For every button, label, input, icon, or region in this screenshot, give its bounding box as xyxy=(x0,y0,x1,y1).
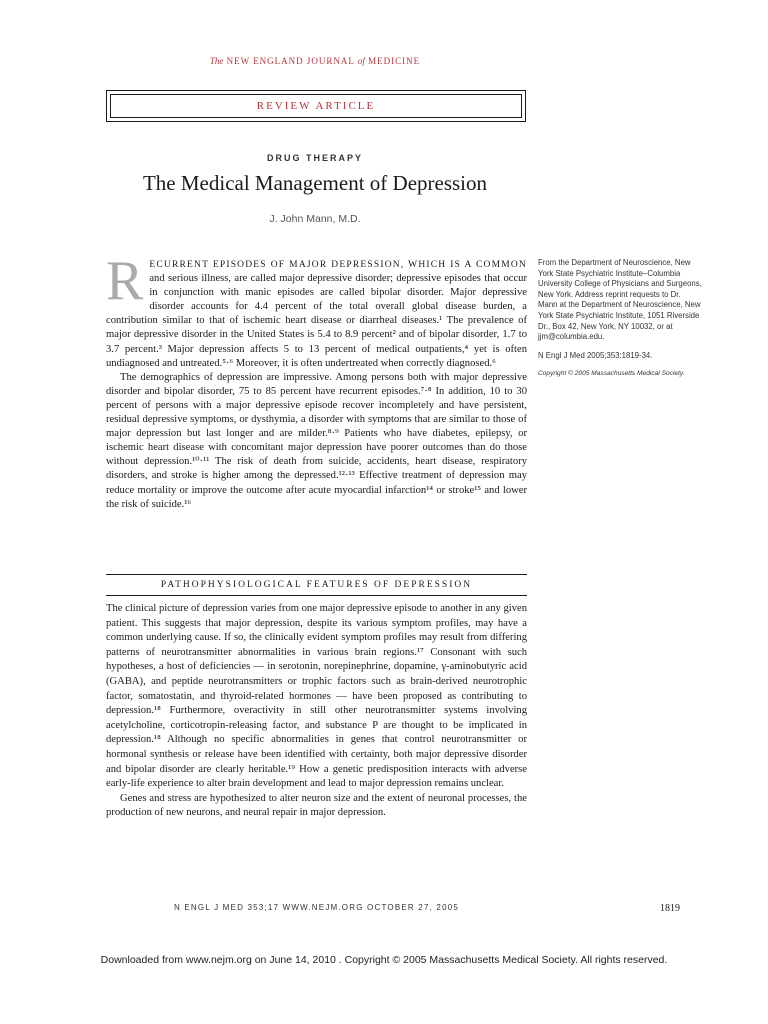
journal-name-2: MEDICINE xyxy=(368,56,421,66)
drop-cap: R xyxy=(106,250,144,312)
paragraph-2: The demographics of depression are impressive. Among persons both with major depressive disorder and bipolar disorder, 75 to 85 percent have recurrent episodes.⁷·⁸ In addition, 10 to 30 percent of persons with a major depressive episode recover incompletely and have persistent, residual depressive symptoms, or dysthymia, a disorder with symptoms that are similar to those of major depression but last longer and are milder.⁸·⁹ Patients who have diabetes, epilepsy, or ischemic heart disease with concomitant major depression have poorer outcomes than do those without depression.¹⁰·¹¹ The risk of death from suicide, accidents, heart disease, respiratory disorders, and stroke is higher among the depressed.¹²·¹³ Effective treatment of depression may reduce mortality or improve the outcome after acute myocardial infarction¹⁴ or stroke¹⁵ and lower the risk of suicide.¹⁶ xyxy=(106,371,527,510)
citation: N Engl J Med 2005;353:1819-34. xyxy=(538,350,653,360)
article-author: J. John Mann, M.D. xyxy=(269,213,361,225)
journal-name-1: NEW ENGLAND JOURNAL xyxy=(226,56,355,66)
main-column xyxy=(106,250,527,512)
download-note: Downloaded from www.nejm.org on June 14, 2010 . Copyright © 2005 Massachusetts Medical Society. All rights reserved. xyxy=(100,954,668,966)
article-title: The Medical Management of Depression xyxy=(142,171,488,195)
sidebar-column xyxy=(538,258,702,388)
opening-smallcaps: ECURRENT EPISODES OF MAJOR DEPRESSION, WHICH IS A COMMON xyxy=(149,260,527,270)
paragraph-1 xyxy=(106,250,527,371)
section-paragraph-1: The clinical picture of depression varies from one major depressive episode to another in any given patient. This suggests that major depression, despite its various symptom profiles, may have a common underlying cause. If so, the clinically evident symptom profiles may result from differing patterns of neurotransmitter abnormalities in various brain regions.¹⁷ Consonant with such hypotheses, a host of deficiencies — in serotonin, norepinephrine, dopamine, γ-aminobutyric acid (GABA), and peptide neurotransmitters or trophic factors such as brain-derived neurotrophic factor, somatostatin, and thyroid-related hormones — have been proposed as contributing to depression.¹⁸ Furthermore, overactivity in still other neurotransmitter systems involving acetylcholine, corticotropin-releasing factor, and substance P are thought to be implicated in depression.¹⁸ Although no specific abnormalities in genes that control neurotransmitter or hormonal synthesis or release have been identified with certainty, both major depressive disorder and bipolar disorder are clearly heritable.¹⁹ How a genetic predisposition interacts with adverse early-life experience to alter brain development and lead to major depression remains unclear. xyxy=(106,603,527,790)
article-type-label: REVIEW ARTICLE xyxy=(110,94,522,118)
journal-header xyxy=(0,56,630,66)
page-number: 1819 xyxy=(660,903,680,914)
section-heading: PATHOPHYSIOLOGICAL FEATURES OF DEPRESSION xyxy=(106,574,527,596)
journal-the: The xyxy=(209,56,224,66)
journal-of: of xyxy=(357,56,365,66)
section-kicker: DRUG THERAPY xyxy=(266,153,363,163)
section-body xyxy=(106,602,527,821)
footer-citation: N ENGL J MED 353;17 WWW.NEJM.ORG OCTOBER 27, 2005 xyxy=(173,903,460,912)
paragraph-1-text: and serious illness, are called major depressive disorder; depressive episodes that occur in conjunction with manic episodes are called bipolar disorder. Major depressive disorder accounts for 4.4 percent of the total overall global disease burden, a contribution similar to that of ischemic heart disease or diarrheal diseases.¹ The prevalence of major depressive disorder in the United States is 5.4 to 8.9 percent² and of bipolar disorder, 1.7 to 3.7 percent.³ Major depression affects 5 to 13 percent of medical outpatients,⁴ yet is often undiagnosed and untreated.⁵·⁶ Moreover, it is often undertreated when correctly diagnosed.⁶ xyxy=(106,273,527,369)
author-affiliation: From the Department of Neuroscience, New York State Psychiatric Institute–Columbia University College of Physicians and Surgeons, New York. Address reprint requests to Dr. Mann at the Department of Neuroscience, New York State Psychiatric Institute, 1051 Riverside Dr., Box 42, New York, NY 10032, or at jjm@columbia.edu. xyxy=(538,258,702,342)
copyright-note: Copyright © 2005 Massachusetts Medical Society. xyxy=(538,370,685,378)
article-type-box xyxy=(106,90,526,122)
section-paragraph-2: Genes and stress are hypothesized to alter neuron size and the extent of neuronal processes, the production of new neurons, and neural repair in major depression. xyxy=(106,792,527,819)
